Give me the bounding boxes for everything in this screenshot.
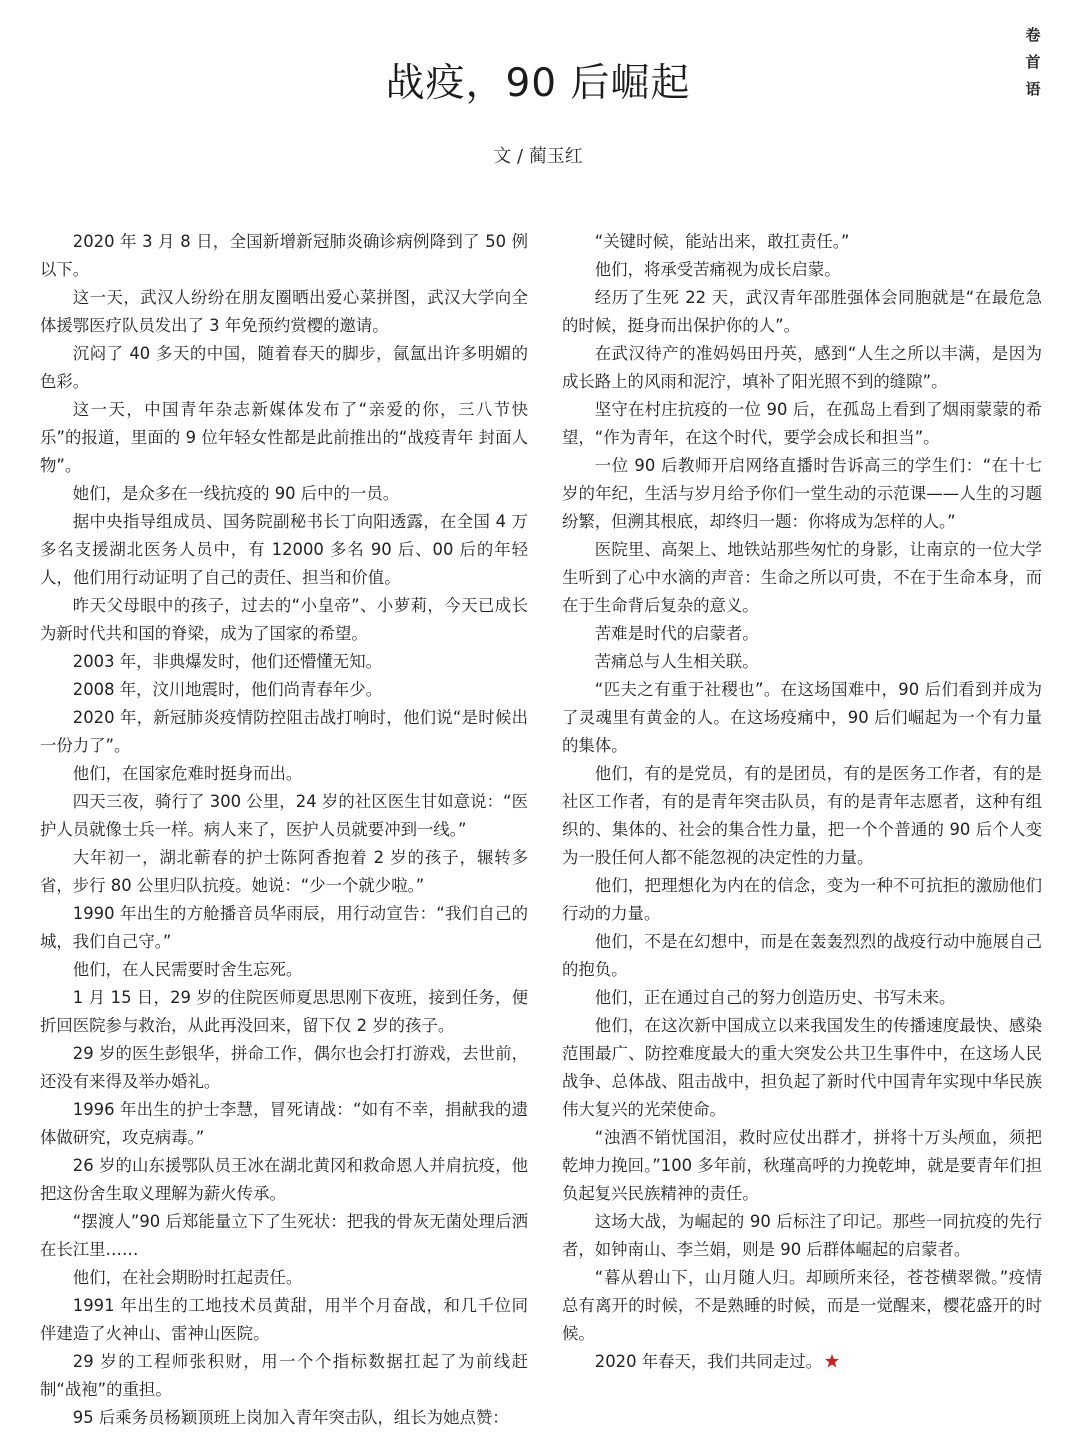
body-paragraph: 医院里、高架上、地铁站那些匆忙的身影，让南京的一位大学生听到了心中水滴的声音：生命之所以可贵，不在于生命本身，而在于生命背后复杂的意义。 [562,540,1042,615]
column-label-char: 首 [1025,53,1041,71]
body-paragraph: 1996 年出生的护士李慧，冒死请战：“如有不幸，捐献我的遗体做研究，攻克病毒。” [40,1100,528,1147]
body-paragraph: “浊酒不销忧国泪，救时应仗出群才，拼将十万头颅血，须把乾坤力挽回。”100 多年前，秋瑾高呼的力挽乾坤，就是要青年们担负起复兴民族精神的责任。 [562,1128,1042,1203]
body-paragraph: 2020 年春天，我们共同走过。 [562,1348,1042,1376]
body-paragraph: 1991 年出生的工地技术员黄甜，用半个月奋战，和几千位同伴建造了火神山、雷神山医院。 [40,1296,528,1343]
body-paragraph: “暮从碧山下，山月随人归。却顾所来径，苍苍横翠微。”疫情总有离开的时候，不是熟睡的时候，而是一觉醒来，樱花盛开的时候。 [562,1268,1042,1343]
body-paragraph: 29 岁的工程师张积财，用一个个指标数据扛起了为前线赶制“战袍”的重担。 [40,1352,528,1399]
body-paragraph: 他们，在这次新中国成立以来我国发生的传播速度最快、感染范围最广、防控难度最大的重大突发公共卫生事件中，在这场人民战争、总体战、阻击战中，担负起了新时代中国青年实现中华民族伟大复兴的光荣使命。 [562,1016,1042,1119]
body-paragraph: “摆渡人”90 后郑能量立下了生死状：把我的骨灰无菌处理后洒在长江里…… [40,1212,528,1259]
column-label-char: 语 [1025,80,1041,98]
body-paragraph: “匹夫之有重于社稷也”。在这场国难中，90 后们看到并成为了灵魂里有黄金的人。在这场疫痛中，90 后们崛起为一个有力量的集体。 [562,680,1042,755]
body-paragraph: 他们，有的是党员，有的是团员，有的是医务工作者，有的是社区工作者，有的是青年突击队员，有的是青年志愿者，这种有组织的、集体的、社会的集合性力量，把一个个普通的 90 后个人变为一股任何人都不能忽视的决定性的力量。 [562,764,1042,867]
body-paragraph: 1 月 15 日，29 岁的住院医师夏思思刚下夜班，接到任务，便折回医院参与救治，从此再没回来，留下仅 2 岁的孩子。 [40,988,528,1035]
body-paragraph: 这一天，中国青年杂志新媒体发布了“亲爱的你，三八节快乐”的报道，里面的 9 位年轻女性都是此前推出的“战疫青年 封面人物”。 [40,400,528,475]
body-paragraph: 她们，是众多在一线抗疫的 90 后中的一员。 [72,484,400,503]
body-paragraph: 他们，在国家危难时挺身而出。 [72,764,303,783]
body-paragraph: 大年初一，湖北蕲春的护士陈阿香抱着 2 岁的孩子，辗转多省，步行 80 公里归队抗疫。她说：“少一个就少啦。” [40,848,528,895]
body-paragraph: 2020 年 3 月 8 日，全国新增新冠肺炎确诊病例降到了 50 例以下。 [40,232,528,279]
body-paragraph: 苦痛总与人生相关联。 [594,652,759,671]
article-title: 战疫，90 后崛起 [385,61,691,106]
body-paragraph: “关键时候，能站出来，敢扛责任。” [594,232,850,251]
body-paragraph: 29 岁的医生彭银华，拼命工作，偶尔也会打打游戏，去世前，还没有来得及举办婚礼。 [40,1044,528,1091]
right-column [562,228,1042,1376]
body-paragraph: 在武汉待产的准妈妈田丹英，感到“人生之所以丰满，是因为成长路上的风雨和泥泞，填补了阳光照不到的缝隙”。 [562,344,1042,391]
body-paragraph: 26 岁的山东援鄂队员王冰在湖北黄冈和救命恩人并肩抗疫，他把这份舍生取义理解为薪火传承。 [40,1156,528,1203]
body-paragraph: 他们，在社会期盼时扛起责任。 [72,1268,303,1287]
body-paragraph: 坚守在村庄抗疫的一位 90 后，在孤岛上看到了烟雨蒙蒙的希望，“作为青年，在这个时代，要学会成长和担当”。 [562,400,1042,447]
body-paragraph: 他们，将承受苦痛视为成长启蒙。 [594,260,841,279]
body-paragraph: 他们，正在通过自己的努力创造历史、书写未来。 [594,988,956,1007]
column-label-char: 卷 [1025,26,1041,44]
body-paragraph: 他们，不是在幻想中，而是在轰轰烈烈的战疫行动中施展自己的抱负。 [562,932,1042,979]
body-paragraph: 四天三夜，骑行了 300 公里，24 岁的社区医生甘如意说：“医护人员就像士兵一样。病人来了，医护人员就要冲到一线。” [40,792,528,839]
left-column [40,228,528,1432]
body-paragraph: 2008 年，汶川地震时，他们尚青春年少。 [72,680,382,699]
body-paragraph: 苦难是时代的启蒙者。 [594,624,759,643]
body-paragraph: 这场大战，为崛起的 90 后标注了印记。那些一同抗疫的先行者，如钟南山、李兰娟，则是 90 后群体崛起的启蒙者。 [562,1212,1042,1259]
article-byline: 文 / 蔺玉红 [493,146,583,167]
body-paragraph: 据中央指导组成员、国务院副秘书长丁向阳透露，在全国 4 万多名支援湖北医务人员中，有 12000 多名 90 后、00 后的年轻人，他们用行动证明了自己的责任、担当和价值。 [40,512,528,587]
body-paragraph: 他们，在人民需要时舍生忘死。 [72,960,303,979]
body-paragraph: 2020 年，新冠肺炎疫情防控阻击战打响时，他们说“是时候出一份力了”。 [40,708,528,755]
body-paragraph: 他们，把理想化为内在的信念，变为一种不可抗拒的激励他们行动的力量。 [562,876,1042,923]
body-paragraph: 95 后乘务员杨颖顶班上岗加入青年突击队，组长为她点赞： [72,1408,509,1427]
body-paragraph: 2003 年，非典爆发时，他们还懵懂无知。 [72,652,382,671]
body-paragraph: 昨天父母眼中的孩子，过去的“小皇帝”、小萝莉，今天已成长为新时代共和国的脊梁，成为了国家的希望。 [40,596,528,643]
body-paragraph: 这一天，武汉人纷纷在朋友圈晒出爱心菜拼图，武汉大学向全体援鄂医疗队员发出了 3 年免预约赏樱的邀请。 [40,288,528,335]
body-paragraph: 经历了生死 22 天，武汉青年邵胜强体会同胞就是“在最危急的时候，挺身而出保护你的人”。 [562,288,1042,335]
body-paragraph: 沉闷了 40 多天的中国，随着春天的脚步，氤氲出许多明媚的色彩。 [40,344,528,391]
body-paragraph: 一位 90 后教师开启网络直播时告诉高三的学生们：“在十七岁的年纪，生活与岁月给予你们一堂生动的示范课——人生的习题纷繁，但溯其根底，却终归一题：你将成为怎样的人。” [562,456,1042,531]
star-icon [824,1353,840,1369]
body-paragraph: 1990 年出生的方舱播音员华雨辰，用行动宣告：“我们自己的城，我们自己守。” [40,904,528,951]
